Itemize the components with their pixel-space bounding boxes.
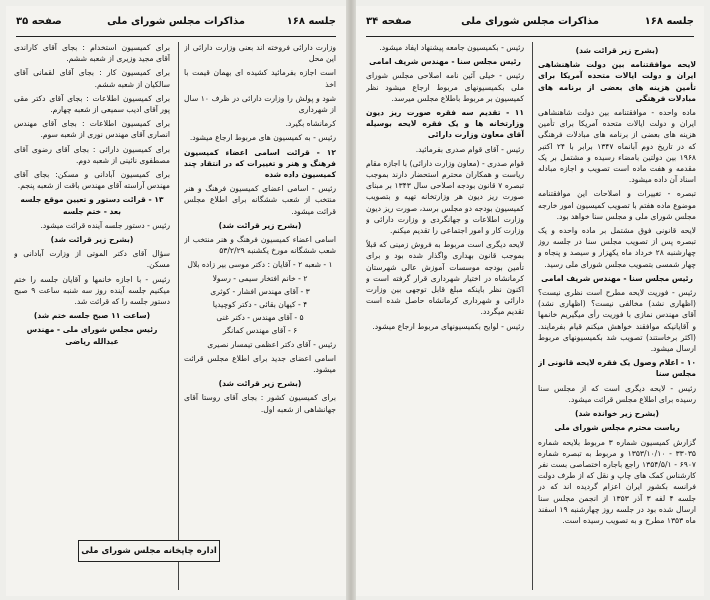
left-page-left-column — [14, 42, 170, 590]
paragraph: وزارت دارائی فروخته اند بعنی وزارت دارائی از این محل — [184, 43, 336, 64]
paragraph: اسامی اعضاء کمیسیون فرهنگ و هنر منتخب از شعب ششگانه مورخ یکشنبه ۵۳/۲/۲۹ — [184, 235, 336, 256]
reading-note: (بشرح زیر قرائت شد) — [218, 220, 302, 230]
paragraph: گزارش کمیسیون شماره ۳ مربوط بلایحه شماره ۳۳۰۳۵ - ۱۳۵۳/۱۰/۱۰ و مربوط به تبصره شماره ۶۹۰۷ - ۱۳۵۴/۵/۱ راجع باجاره اختصاصی بست نفر کارشناس کمک های چاپ و نقل که از طرف دولت فرانسه بکشور ایران اعزام گردیده اند که در جلسه ۴ لفه ۳ آذر ۱۳۵۳ از انجمن مجلس سنا ارسال شده بود در جلسه روز چهارشنبه ۱۹ اسفند ماه ۱۳۵۳ مطرح و به تصویب رسیده است. — [538, 437, 696, 525]
signature-line: رئیس مجلس سنا - مهندس شریف امامی — [369, 57, 521, 67]
left-page-title: مذاکرات مجلس شورای ملی — [107, 16, 245, 27]
signature-line: رئیس مجلس سنا - مهندس شریف امامی — [541, 273, 693, 283]
paragraph: رئیس - آقای دکتر اعظمی تیمسار نصیری — [207, 339, 336, 349]
paragraph: لایحه قانونی فوق مشتمل بر ماده واحده و یک تبصره پس از تصویب مجلس سنا در جلسه روز چهارشنبه ۲۸ خرداد ماه یکهزار و سیصد و پنجاه و چهار شمسی بتصویب مجلس شورای ملی رسید. — [538, 226, 696, 269]
paragraph: رئیس - لایحه دیگری است که از مجلس سنا رسیده برای اطلاع مجلس قرائت میشود. — [538, 383, 696, 404]
right-page — [356, 6, 704, 596]
right-page-header — [366, 12, 694, 37]
right-page-left-column — [366, 42, 524, 590]
paragraph: برای کمیسیون کشور : بجای آقای روستا آقای جهانشاهی از شعبه اول. — [184, 393, 336, 414]
paragraph: سؤال آقای دکتر الموتی از وزارت آبادانی و مسکن. — [14, 249, 170, 270]
paragraph: رئیس - اسامی اعضای کمیسیون فرهنگ و هنر منتخب از شعب ششگانه برای اطلاع مجلس قرائت میشود. — [184, 184, 336, 216]
paragraph: اسامی اعضای جدید برای اطلاع مجلس قرائت میشود. — [184, 353, 336, 375]
right-page-number: صفحه ۳۴ — [366, 16, 412, 27]
left-page — [6, 6, 346, 596]
paragraph: رئیس - فوریت لایحه مطرح است نظری نیست؟ (اظهاری نشد) مخالفی نیست؟ (اظهاری نشد) آقای مهندس نمازی با فوریت رأی میگیریم خانمها و آقایانیکه موافقند خواهش میکنم قیام بفرمایند. (اکثر برخاستند) تصویب شد بکمیسیونهای مربوط ارسال میشود. — [538, 288, 696, 354]
left-page-header — [16, 12, 336, 37]
closing-note: (ساعت ۱۱ صبح جلسه ختم شد) — [33, 311, 151, 321]
section-heading: ۱۳ - قرائت دستور و تعیین موقع جلسه بعد - ختم جلسه — [20, 195, 164, 216]
column-divider — [532, 42, 533, 590]
printing-office-label: اداره چاپخانه مجلس شورای ملی — [78, 540, 220, 562]
paragraph: رئیس - لوایح بکمیسیونهای مربوط ارجاع میشود. — [372, 321, 524, 331]
paragraph: برای کمیسیون آبادانی و مسکن: بجای آقای مهندس آراسته آقای مهندس باقت از شعبه پنجم. — [14, 170, 170, 191]
reading-note: (بشرح زیر قرائت شد) — [575, 46, 659, 55]
paragraph: رئیس - آقای قوام صدری بفرمائید. — [415, 144, 524, 154]
signature-line: رئیس مجلس شورای ملی - مهندس عبدالله ریاضی — [26, 325, 158, 346]
section-heading: ۱۲ - قرائت اسامی اعضاء کمیسیون فرهنگ و هنر و تغییرات که در انتقاد چند کمیسیون داده شده — [184, 147, 336, 180]
paragraph: رئیس - دستور جلسه آینده قرائت میشود. — [40, 220, 170, 230]
list-item: ۶ - آقای مهندس کمانگر — [222, 326, 298, 336]
paragraph: تبصره - تغییرات و اصلاحات این موافقتنامه موضوع ماده هفتم با تصویب کمیسیون امور خارجه مجلس شورای ملی و مجلس سنا خواهد بود. — [538, 189, 696, 221]
paragraph: قوام صدری - (معاون وزارت دارائی) با اجازه مقام ریاست و همکاران محترم استحضار دارند بموجب تبصره ۷ قانون بودجه اصلاحی سال ۱۳۴۳ بر مبنای صورت ریز دیون هر وزارتخانه تهیه و بتصویب کمیسیون بودجه دو مجلس برسد، صورت ریز دیون وزارت اطلاعات و جهانگردی و وزارت دارائی و وزارت کار و امور اجتماعی را تقدیم میکنم. — [366, 158, 524, 236]
section-heading: ۱۰ - اعلام وصول یک فقره لایحه قانونی از مجلس سنا — [538, 358, 696, 379]
paragraph: برای کمیسیون اطلاعات : بجای آقای دکتر مقی پور آقای ادیب سمیعی از شعبه چهارم. — [14, 93, 170, 115]
right-page-right-column — [538, 42, 696, 590]
paragraph: برای کمیسیون کار : بجای آقای لقمانی آقای سالکیان از شعبه ششم. — [14, 68, 170, 89]
list-item: ۲ - خانم افتخار سیمی - رسولا — [212, 273, 308, 283]
reading-note: (بشرح زیر قرائت شد) — [218, 379, 302, 389]
bill-title: لایحه موافقتنامه بین دولت شاهنشاهی ایران و دولت ایالات متحده آمریکا برای تأمین هزینه های بعضی از برنامه های مبادلات فرهنگی — [538, 60, 696, 103]
paragraph: است اجازه بفرمائید کشیده ای بهمان قیمت با اخذ — [184, 68, 336, 89]
list-item: ۴ - کیهان بقائی - دکتر کوچیدیا — [212, 300, 308, 310]
right-page-session: جلسه ۱۶۸ — [644, 16, 694, 27]
list-item: ۵ - آقای مهندس - دکتر غنی — [216, 313, 304, 323]
list-item: ۱ - شعبه ۲ - آقایان : دکتر موسی بیر زاده بلال — [187, 260, 333, 270]
paragraph: رئیس - با اجازه خانمها و آقایان جلسه را ختم میکنیم جلسه آینده روز سه شنبه ساعت ۹ صبح دستور جلسه را که قرائت شد. — [14, 274, 170, 307]
paragraph: شود و پولش را وزارت دارائی در ظرف ۱۰ سال از شهرداری — [184, 93, 336, 115]
paragraph: رئیس - خیلی آئین نامه اصلاحی مجلس شورای ملی بکمیسیونهای مربوط ارجاع میشود نظر کمیسیون بر مربوط باطلاع مجلس میرسد. — [366, 71, 524, 103]
paragraph: برای کمیسیون دارائی : بجای آقای رضوی آقای مصطفوی نائینی از شعبه دوم. — [14, 144, 170, 165]
section-heading: ۱۱ - تقدیم سه فقره صورت ریز دیون وزارتخانه ها و یک فقره لایحه بوسیله آقای معاون وزارت دارائی — [366, 108, 524, 140]
salutation: ریاست محترم مجلس شورای ملی — [554, 423, 680, 433]
left-page-session: جلسه ۱۶۸ — [286, 16, 336, 27]
paragraph: برای کمیسیون استخدام : بجای آقای کاراندی آقای مجید وزیری از شعبه ششم. — [14, 43, 170, 64]
paragraph: رئیس - به کمیسیون های مربوط ارجاع میشود. — [189, 133, 336, 143]
paragraph: برای کمیسیون اطلاعات : بجای آقای مهندس انصاری آقای مهندس نوری از شعبه سوم. — [14, 119, 170, 140]
paragraph: کرمانشاه بگیرد. — [285, 119, 336, 129]
paragraph: رئیس - بکمیسیون جامعه پیشنهاد ایفاد میشود. — [379, 43, 524, 52]
column-divider — [178, 42, 179, 590]
paragraph: ماده واحده - موافقتنامه بین دولت شاهنشاهی ایران و دولت ایالات متحده آمریکا برای تأمین هزینه های بعضی از برنامه های مبادلات فرهنگی که در تاریخ دوم آبانماه ۱۳۴۷ برابر با ۲۴ اکتبر ۱۹۶۸ بین دولتین بامضاء رسیده و مشتمل بر یک مقدمه و هفت ماده است تصویب و اجازه مبادله اسناد آن داده میشود. — [538, 108, 696, 185]
paragraph: لایحه دیگری است مربوط به فروش زمینی که قبلاً بموجب قانون بهداری واگذار شده بود و برای تأمین بودجه موسسات آموزش عالی شهرستان کرمانشاه در اختیار شهرداری قرار گرفته است و اکنون نظر باینکه مبلغ قابل توجهی بین وزارت دارائی و شهرداری کرمانشاه حاصل شده است تقدیم میگردد. — [366, 240, 524, 317]
reading-note: (بشرح زیر قرائت شد) — [50, 235, 134, 245]
left-page-right-column — [184, 42, 336, 590]
list-item: ۳ - آقای مهندس افشار - کوثری — [210, 286, 310, 296]
right-page-title: مذاکرات مجلس شورای ملی — [461, 16, 599, 27]
book-gutter — [346, 0, 356, 600]
reading-note: (بشرح زیر خوانده شد) — [574, 409, 659, 419]
left-page-number: صفحه ۳۵ — [16, 16, 62, 27]
